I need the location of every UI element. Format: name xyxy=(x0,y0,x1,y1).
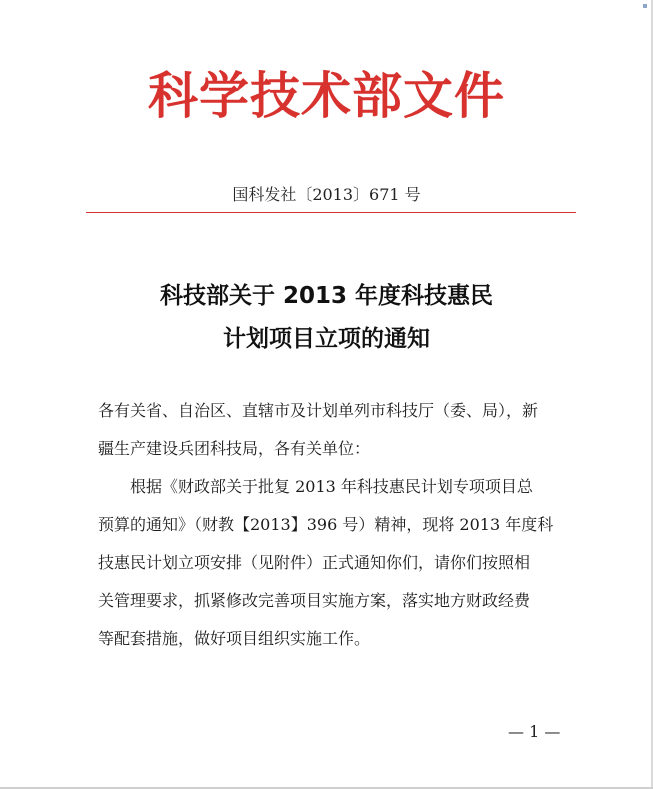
body-line: 预算的通知》（财教【2013】396 号）精神，现将 2013 年度科 xyxy=(98,515,554,534)
header-title: 科学技术部文件 xyxy=(148,67,505,125)
body-line: 各有关省、自治区、直辖市及计划单列市科技厅（委、局），新 xyxy=(98,401,539,420)
page-number: — 1 — xyxy=(508,722,561,741)
body-line: 技惠民计划立项安排（见附件）正式通知你们，请你们按照相 xyxy=(98,553,531,572)
notice-title-line-2: 计划项目立项的通知 xyxy=(223,326,430,352)
body-line: 疆生产建设兵团科技局，各有关单位： xyxy=(98,439,371,458)
body-line: 关管理要求，抓紧修改完善项目实施方案，落实地方财政经费 xyxy=(98,591,531,610)
corner-mark xyxy=(643,4,647,8)
red-divider xyxy=(86,212,576,213)
body-line: 等配套措施，做好项目组织实施工作。 xyxy=(98,629,371,648)
document-number: 国科发社〔2013〕671 号 xyxy=(232,185,421,204)
body-line: 根据《财政部关于批复 2013 年科技惠民计划专项项目总 xyxy=(98,477,533,496)
notice-title-line-1: 科技部关于 2013 年度科技惠民 xyxy=(159,283,494,309)
